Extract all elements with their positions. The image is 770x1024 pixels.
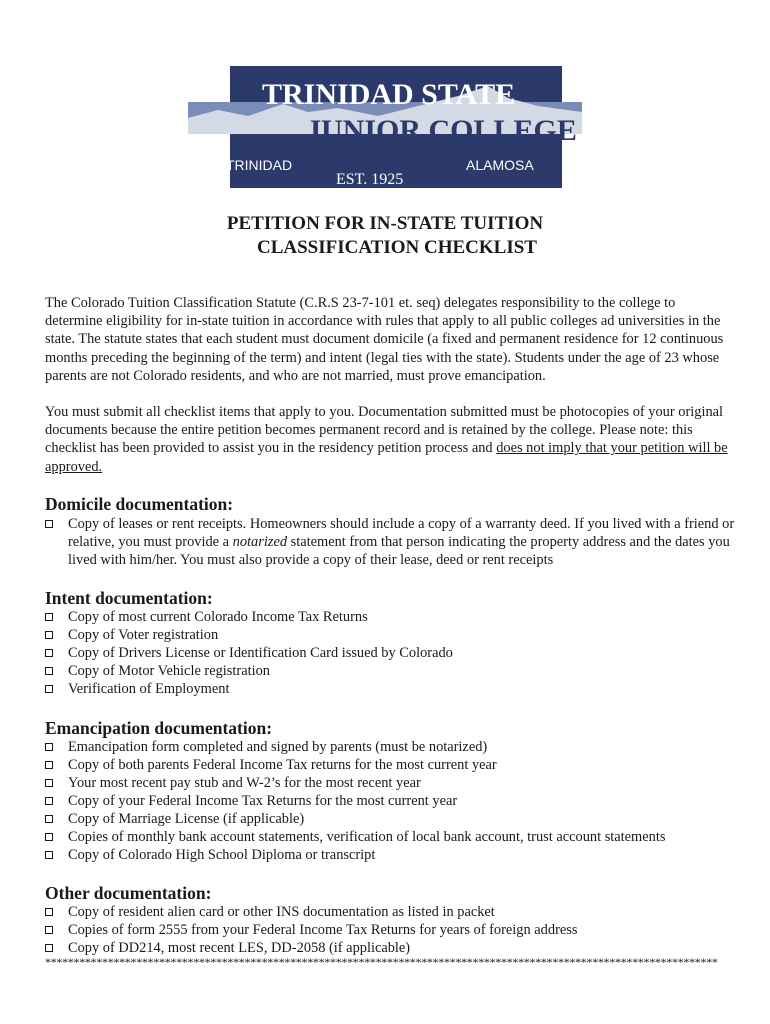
checkbox-icon[interactable] <box>45 797 53 805</box>
list-item: Copy of Drivers License or Identification Card issued by Colorado <box>45 644 735 662</box>
disclaimer-underlined: does not imply that your petition will be approved. <box>45 440 728 475</box>
page-title-line2: CLASSIFICATION CHECKLIST <box>257 237 537 258</box>
page-title-line1: PETITION FOR IN-STATE TUITION <box>226 213 544 234</box>
checkbox-icon[interactable] <box>45 926 53 934</box>
checkbox-icon[interactable] <box>45 743 53 751</box>
list-item: Copies of form 2555 from your Federal Income Tax Returns for years of foreign address <box>45 921 735 939</box>
checkbox-icon[interactable] <box>45 613 53 621</box>
intent-heading: Intent documentation: <box>45 588 213 608</box>
logo-right-campus: ALAMOSA <box>466 157 534 173</box>
checkbox-icon[interactable] <box>45 520 53 528</box>
domicile-list <box>45 515 735 569</box>
intro-paragraph: The Colorado Tuition Classification Statute (C.R.S 23-7-101 et. seq) delegates responsibility to the college to determine eligibility for in-state tuition in accordance with rules that apply to all public colleges ad universities in the state. The statute states that each student must document domicile (a fixed and permanent residence for 12 continuous months preceding the beginning of the term) and intent (legal ties with the state). Students under the age of 23 whose parents are not Colorado residents, and who are not married, must prove emancipation. <box>45 295 724 384</box>
list-item: Copy of most current Colorado Income Tax Returns <box>45 608 735 626</box>
checkbox-icon[interactable] <box>45 631 53 639</box>
list-item: Copy of Colorado High School Diploma or transcript <box>45 846 735 864</box>
checkbox-icon[interactable] <box>45 944 53 952</box>
emancipation-heading: Emancipation documentation: <box>45 718 273 738</box>
list-item: Copies of monthly bank account statements, verification of local bank account, trust account statements <box>45 828 735 846</box>
list-item: Copy of Marriage License (if applicable) <box>45 810 735 828</box>
list-item: Copy of Voter registration <box>45 626 735 644</box>
list-item: Copy of Motor Vehicle registration <box>45 662 735 680</box>
asterisk-separator: ********************************************************************************************************************** <box>45 955 718 969</box>
list-item: Copy of both parents Federal Income Tax returns for the most current year <box>45 756 735 774</box>
checkbox-icon[interactable] <box>45 649 53 657</box>
list-item: Copy of your Federal Income Tax Returns for the most current year <box>45 792 735 810</box>
checkbox-icon[interactable] <box>45 761 53 769</box>
checkbox-icon[interactable] <box>45 667 53 675</box>
checkbox-icon[interactable] <box>45 851 53 859</box>
submit-paragraph <box>45 403 730 476</box>
list-item: Copy of leases or rent receipts. Homeowners should include a copy of a warranty deed. If you lived with a friend or relative, you must provide a notarized statement from that person indicating the property address and the dates you lived with him/her. You must also provide a copy of their lease, deed or rent receipts <box>45 515 735 569</box>
logo-line1: TRINIDAD STATE <box>262 78 516 111</box>
checkbox-icon[interactable] <box>45 833 53 841</box>
domicile-heading: Domicile documentation: <box>45 494 234 514</box>
list-item: Verification of Employment <box>45 680 735 698</box>
intent-list <box>45 608 735 698</box>
checkbox-icon[interactable] <box>45 779 53 787</box>
logo-est: EST. 1925 <box>336 171 404 188</box>
other-heading: Other documentation: <box>45 883 212 903</box>
college-logo <box>188 66 582 188</box>
list-item: Copy of DD214, most recent LES, DD-2058 (if applicable) <box>45 939 735 957</box>
checkbox-icon[interactable] <box>45 815 53 823</box>
checkbox-icon[interactable] <box>45 908 53 916</box>
other-list <box>45 903 735 957</box>
list-item: Copy of resident alien card or other INS documentation as listed in packet <box>45 903 735 921</box>
checkbox-icon[interactable] <box>45 685 53 693</box>
submit-text: You must submit all checklist items that apply to you. Documentation submitted must be photocopies of your original documents because the entire petition becomes permanent record and is retained by the college. Please note: this checklist has been provided to assist you in the residency petition process and <box>45 404 724 457</box>
logo-line2: JUNIOR COLLEGE <box>306 114 577 147</box>
emancipation-list <box>45 738 735 864</box>
logo-left-campus: TRINIDAD <box>226 157 293 173</box>
list-item: Emancipation form completed and signed by parents (must be notarized) <box>45 738 735 756</box>
list-item: Your most recent pay stub and W-2’s for the most recent year <box>45 774 735 792</box>
